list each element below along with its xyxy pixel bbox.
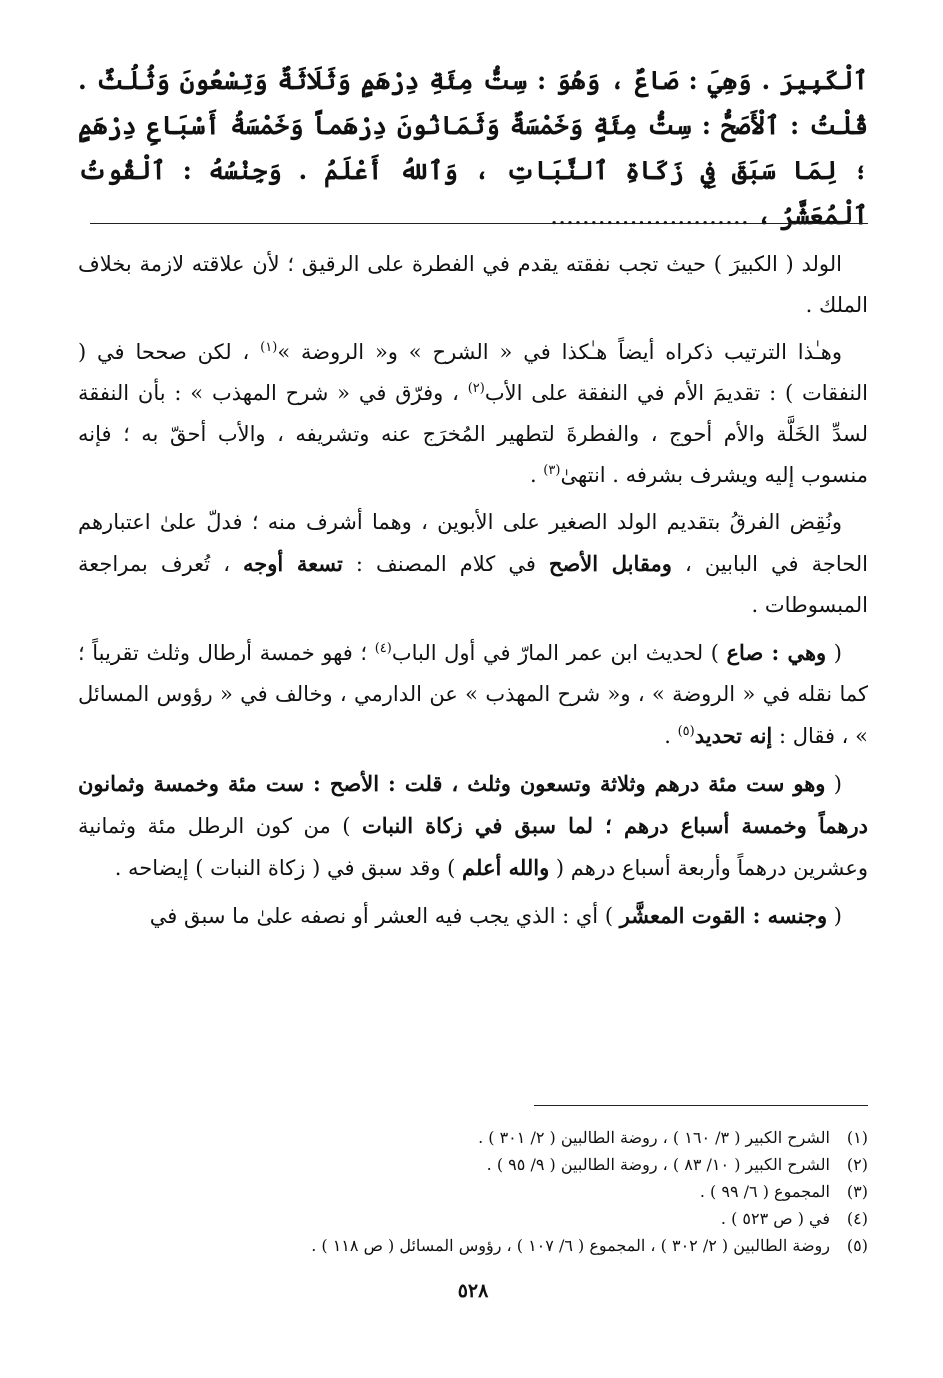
commentary-bold: وجنسه : القوت المعشَّر <box>619 903 828 928</box>
footnote-ref[interactable]: (٥) <box>677 724 695 739</box>
commentary-text: ( <box>825 772 842 796</box>
footnote <box>78 1124 868 1151</box>
commentary-bold: والله أعلم <box>462 855 550 880</box>
commentary-text: . <box>664 724 678 748</box>
commentary-text: ( <box>827 904 842 928</box>
footnote-number: (٢) <box>846 1155 868 1174</box>
commentary-paragraph <box>78 632 868 757</box>
footnote-number: (٣) <box>846 1182 868 1201</box>
commentary-text: ؛ فهو خمسة أرطال وثلث تقريباً ؛ كما نقله في « الروضة » ، و« شرح المهذب » عن الدارمي ، وخالف في « رؤوس المسائل » ، فقال : <box>78 641 868 748</box>
footnote-ref[interactable]: (١) <box>260 340 278 355</box>
commentary-text: ، وفرّق في « شرح المهذب » : بأن النفقة لسدِّ الخَلَّة والأم أحوج ، والفطرةَ لتطهير المُخرَج عنه وتشريفه ، والأب أحقّ به ؛ فإنه منسوب إليه ويشرف بشرفه . انتهىٰ <box>78 381 868 487</box>
commentary-text: ، لكن صححا في ( النفقات ) : تقديمَ الأم في النفقة على الأب <box>78 340 869 405</box>
commentary-paragraph <box>78 763 868 889</box>
matn-block <box>78 58 868 238</box>
footnote <box>78 1205 868 1232</box>
footnote-number: (٤) <box>846 1209 868 1228</box>
footnote-ref[interactable]: (٢) <box>467 381 485 396</box>
commentary-text: ( <box>826 641 842 665</box>
commentary-block <box>78 244 868 943</box>
matn-separator-rule <box>90 223 868 224</box>
footnote-text: الشرح الكبير ( ٣/ ١٦٠ ) ، روضة الطالبين ( ٢/ ٣٠١ ) . <box>478 1128 830 1147</box>
footnote-number: (٥) <box>846 1236 868 1255</box>
commentary-text: وهـٰذا الترتيب ذكراه أيضاً هـٰكذا في « الشرح » و« الروضة » <box>277 340 842 364</box>
commentary-text: ) من كون الرطل مئة وثمانية وعشرين درهماً وأربعة أسباع درهم ( <box>78 814 868 880</box>
commentary-bold: وهو ست مئة درهم وثلاثة وتسعون وثلث ، قلت : الأصح : ست مئة وخمسة وثمانون درهماً وخمسة أسباع درهم ؛ لما سبق في زكاة النبات <box>78 771 868 838</box>
page-number: ٥٢٨ <box>457 1280 489 1302</box>
commentary-text: الولد ( الكبيرَ ) حيث تجب نفقته يقدم في الفطرة على الرقيق ؛ لأن علاقته لازمة بخلاف الملك . <box>78 252 868 317</box>
commentary-text: في كلام المصنف : <box>342 552 549 576</box>
matn-dots: ......................... <box>550 201 749 230</box>
commentary-text: ونُقِض الفرقُ بتقديم الولد الصغير على الأبوين ، وهما أشرف منه ؛ فدلّ علىٰ اعتبارهم الحاجة في البابين ، <box>78 510 869 576</box>
footnote <box>78 1151 868 1178</box>
commentary-text: . <box>529 463 544 487</box>
commentary-bold: وهي : صاع <box>726 640 827 665</box>
commentary-bold: ومقابل الأصح <box>548 551 672 576</box>
commentary-text: ) وقد سبق في ( زكاة النبات ) إيضاحه . <box>114 856 463 880</box>
footnote-text: في ( ص ٥٢٣ ) . <box>720 1209 830 1228</box>
footnotes-block <box>78 1124 868 1259</box>
commentary-text: ، تُعرف بمراجعة المبسوطات . <box>78 552 868 617</box>
footnote <box>78 1178 868 1205</box>
commentary-paragraph <box>78 502 868 626</box>
footnote-text: روضة الطالبين ( ٢/ ٣٠٢ ) ، المجموع ( ٦/ ١٠٧ ) ، رؤوس المسائل ( ص ١١٨ ) . <box>311 1236 830 1255</box>
footnote-text: المجموع ( ٦/ ٩٩ ) . <box>699 1182 830 1201</box>
commentary-text: ) أي : الذي يجب فيه العشر أو نصفه علىٰ ما سبق في <box>149 904 620 928</box>
footnote-separator-rule <box>534 1105 868 1106</box>
commentary-text: ) لحديث ابن عمر المارّ في أول الباب <box>391 641 727 665</box>
footnote <box>78 1232 868 1259</box>
footnote-text: الشرح الكبير ( ١٠/ ٨٣ ) ، روضة الطالبين ( ٩/ ٩٥ ) . <box>486 1155 830 1174</box>
commentary-paragraph <box>78 332 868 496</box>
footnote-number: (١) <box>846 1128 868 1147</box>
footnote-ref[interactable]: (٣) <box>543 463 561 478</box>
commentary-paragraph <box>78 895 868 937</box>
commentary-bold: تسعة أوجه <box>243 551 343 576</box>
footnote-ref[interactable]: (٤) <box>374 641 392 656</box>
matn-text <box>78 58 868 238</box>
commentary-paragraph <box>78 244 868 326</box>
book-page <box>78 58 868 1348</box>
matn-body: ٱلْكَبِيرَ . وَهِيَ : صَاعٌ ، وَهُوَ : سِتُّ مِئَةِ دِرْهَمٍ وَثَلَاثَةٌ وَتِسْعُونَ وَثُلُثٌ . قُلْتُ : ٱلْأَصَحُّ : سِتُّ مِئَةٍ وَخَمْسَةٌ وَثَمَانُونَ دِرْهَماً وَخَمْسَةُ أَسْبَاعِ دِرْهَمٍ ؛ لِمَا سَبَقَ فِي زَكَاةِ ٱلنَّبَاتِ ، وَٱللهُ أَعْلَمُ . وَجِنْسُهُ : ٱلْقُوتُ ٱلْمُعَشَّرُ ، <box>78 66 868 230</box>
commentary-bold: إنه تحديد <box>694 723 773 748</box>
